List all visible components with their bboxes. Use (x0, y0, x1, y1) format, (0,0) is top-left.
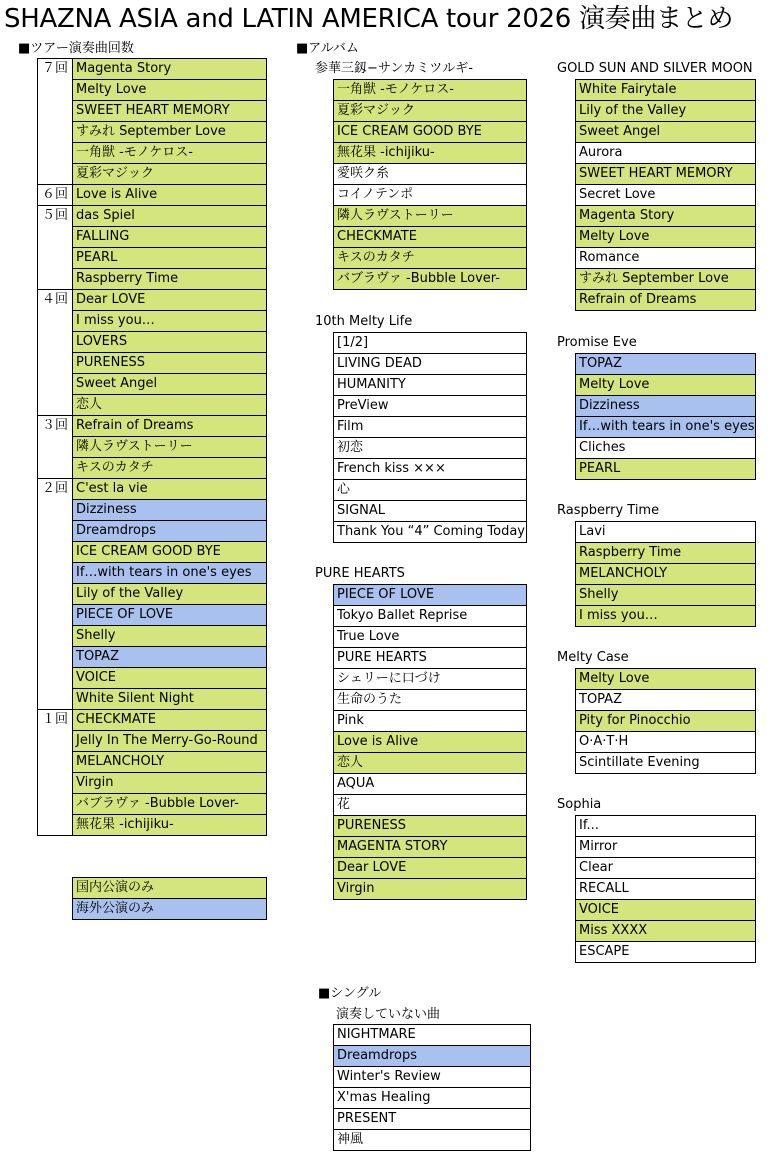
page-title: SHAZNA ASIA and LATIN AMERICA tour 2026 演奏曲まとめ (4, 4, 734, 34)
album-title: 10th Melty Life (315, 314, 413, 329)
song-row: TOPAZ (575, 354, 756, 375)
song-row: X'mas Healing (333, 1088, 531, 1109)
tour-song-group (72, 289, 267, 416)
song-row: Dear LOVE (333, 858, 527, 879)
song-row: 隣人ラヴストーリー (333, 206, 527, 227)
song-row: TOPAZ (72, 647, 267, 668)
song-row: すみれ September Love (575, 269, 756, 290)
song-row: PURE HEARTS (333, 648, 527, 669)
song-row: das Spiel (72, 206, 267, 227)
song-row: Shelly (72, 626, 267, 647)
song-row: Winter's Review (333, 1067, 531, 1088)
song-row: 生命のうた (333, 690, 527, 711)
song-row: PURENESS (72, 353, 267, 374)
song-row: キスのカタチ (72, 458, 267, 479)
play-count-cell: ５回 (37, 205, 73, 290)
song-row: Lavi (575, 522, 756, 543)
single-subtitle: 演奏していない曲 (336, 1007, 441, 1022)
section-album-heading: ■アルバム (296, 41, 359, 56)
song-row: キスのカタチ (333, 248, 527, 269)
song-row: 国内公演のみ (72, 878, 267, 899)
song-row: True Love (333, 627, 527, 648)
song-row: Mirror (575, 837, 756, 858)
song-row: White Fairytale (575, 80, 756, 101)
album-title: Sophia (557, 797, 602, 812)
song-row: Dreamdrops (333, 1046, 531, 1067)
song-row: HUMANITY (333, 375, 527, 396)
song-row: Virgin (72, 773, 267, 794)
song-row: Refrain of Dreams (72, 416, 267, 437)
play-count-cell: ７回 (37, 58, 73, 185)
section-single-heading: ■シングル (318, 986, 382, 1001)
song-row: Thank You “4” Coming Today (333, 522, 527, 543)
play-count-cell: ４回 (37, 289, 73, 416)
song-row: I miss you… (575, 606, 756, 627)
song-row: 無花果 -ichijiku- (72, 815, 267, 836)
song-row: If…with tears in one's eyes (575, 417, 756, 438)
song-row: Jelly In The Merry-Go-Round (72, 731, 267, 752)
song-row: 神風 (333, 1130, 531, 1151)
song-row: コイノテンポ (333, 185, 527, 206)
song-row: Romance (575, 248, 756, 269)
song-row: Love is Alive (333, 732, 527, 753)
song-row: ICE CREAM GOOD BYE (72, 542, 267, 563)
song-row: Refrain of Dreams (575, 290, 756, 311)
tour-song-group (72, 709, 267, 836)
play-count-cell: １回 (37, 709, 73, 836)
song-row: C'est la vie (72, 479, 267, 500)
tour-song-group (72, 184, 267, 206)
song-row: すみれ September Love (72, 122, 267, 143)
song-row: SWEET HEART MEMORY (72, 101, 267, 122)
song-row: PEARL (72, 248, 267, 269)
song-row: Dear LOVE (72, 290, 267, 311)
song-row: Cliches (575, 438, 756, 459)
song-row: FALLING (72, 227, 267, 248)
song-row: 恋人 (333, 753, 527, 774)
song-row: CHECKMATE (333, 227, 527, 248)
song-row: バブラヴァ -Bubble Lover- (72, 794, 267, 815)
color-legend (72, 877, 267, 920)
album-title: GOLD SUN AND SILVER MOON (557, 61, 753, 76)
tour-song-group (72, 58, 267, 185)
play-count-cell: ６回 (37, 184, 73, 206)
song-row: Film (333, 417, 527, 438)
song-row: If…with tears in one's eyes (72, 563, 267, 584)
play-count-cell: ２回 (37, 478, 73, 710)
song-row: Scintillate Evening (575, 753, 756, 774)
song-row: 恋人 (72, 395, 267, 416)
song-row: 夏彩マジック (72, 164, 267, 185)
song-row: バブラヴァ -Bubble Lover- (333, 269, 527, 290)
song-row: PIECE OF LOVE (72, 605, 267, 626)
album-title: Raspberry Time (557, 503, 660, 518)
song-row: French kiss ××× (333, 459, 527, 480)
album-song-table (575, 521, 756, 627)
song-row: Aurora (575, 143, 756, 164)
song-row: シェリーに口づけ (333, 669, 527, 690)
song-row: 夏彩マジック (333, 101, 527, 122)
song-row: 海外公演のみ (72, 899, 267, 920)
song-row: Tokyo Ballet Reprise (333, 606, 527, 627)
song-row: TOPAZ (575, 690, 756, 711)
song-row: Dizziness (575, 396, 756, 417)
tour-song-group (72, 478, 267, 710)
album-title: PURE HEARTS (315, 566, 405, 581)
song-row: 初恋 (333, 438, 527, 459)
song-row: 一角獣 -モノケロス- (72, 143, 267, 164)
song-row: PreView (333, 396, 527, 417)
song-row: 一角獣 -モノケロス- (333, 80, 527, 101)
album-title: Promise Eve (557, 335, 637, 350)
album-title: 参華三釼−サンカミツルギ- (315, 61, 473, 76)
song-row: Raspberry Time (575, 543, 756, 564)
song-row: Dizziness (72, 500, 267, 521)
single-table (333, 1024, 531, 1151)
song-row: Magenta Story (575, 206, 756, 227)
song-row: Magenta Story (72, 59, 267, 80)
album-song-table (575, 815, 756, 963)
song-row: Pity for Pinocchio (575, 711, 756, 732)
song-row: PEARL (575, 459, 756, 480)
song-row: White Silent Night (72, 689, 267, 710)
song-row: NIGHTMARE (333, 1025, 531, 1046)
song-row: MAGENTA STORY (333, 837, 527, 858)
album-song-table (575, 79, 756, 311)
song-row: Miss XXXX (575, 921, 756, 942)
section-tour-heading: ■ツアー演奏曲回数 (18, 41, 134, 56)
album-song-table (575, 353, 756, 480)
song-row: Pink (333, 711, 527, 732)
album-title: Melty Case (557, 650, 629, 665)
play-count-cell: ３回 (37, 415, 73, 479)
song-row: Melty Love (575, 375, 756, 396)
song-row: RECALL (575, 879, 756, 900)
song-row: Lily of the Valley (575, 101, 756, 122)
song-row: Clear (575, 858, 756, 879)
song-row: AQUA (333, 774, 527, 795)
song-row: SIGNAL (333, 501, 527, 522)
album-song-table (333, 79, 527, 290)
song-row: VOICE (575, 900, 756, 921)
song-row: Sweet Angel (575, 122, 756, 143)
song-row: 隣人ラヴストーリー (72, 437, 267, 458)
song-row: Secret Love (575, 185, 756, 206)
song-row: Melty Love (575, 669, 756, 690)
song-row: If... (575, 816, 756, 837)
album-song-table (333, 332, 527, 543)
song-row: PIECE OF LOVE (333, 585, 527, 606)
album-song-table (333, 584, 527, 900)
song-row: 無花果 -ichijiku- (333, 143, 527, 164)
song-row: ICE CREAM GOOD BYE (333, 122, 527, 143)
song-row: PRESENT (333, 1109, 531, 1130)
song-row: Melty Love (72, 80, 267, 101)
song-row: MELANCHOLY (72, 752, 267, 773)
song-row: I miss you… (72, 311, 267, 332)
song-row: Raspberry Time (72, 269, 267, 290)
album-song-table (575, 668, 756, 774)
song-row: Dreamdrops (72, 521, 267, 542)
song-row: Sweet Angel (72, 374, 267, 395)
song-row: 心 (333, 480, 527, 501)
song-row: MELANCHOLY (575, 564, 756, 585)
song-row: O·A·T·H (575, 732, 756, 753)
song-row: ESCAPE (575, 942, 756, 963)
song-row: 愛咲ク糸 (333, 164, 527, 185)
song-row: 花 (333, 795, 527, 816)
song-row: LIVING DEAD (333, 354, 527, 375)
song-row: LOVERS (72, 332, 267, 353)
song-row: Virgin (333, 879, 527, 900)
song-row: Melty Love (575, 227, 756, 248)
tour-song-group (72, 415, 267, 479)
song-row: Lily of the Valley (72, 584, 267, 605)
song-row: Shelly (575, 585, 756, 606)
song-row: SWEET HEART MEMORY (575, 164, 756, 185)
song-row: [1/2] (333, 333, 527, 354)
tour-song-group (72, 205, 267, 290)
song-row: CHECKMATE (72, 710, 267, 731)
song-row: Love is Alive (72, 185, 267, 206)
song-row: VOICE (72, 668, 267, 689)
song-row: PURENESS (333, 816, 527, 837)
